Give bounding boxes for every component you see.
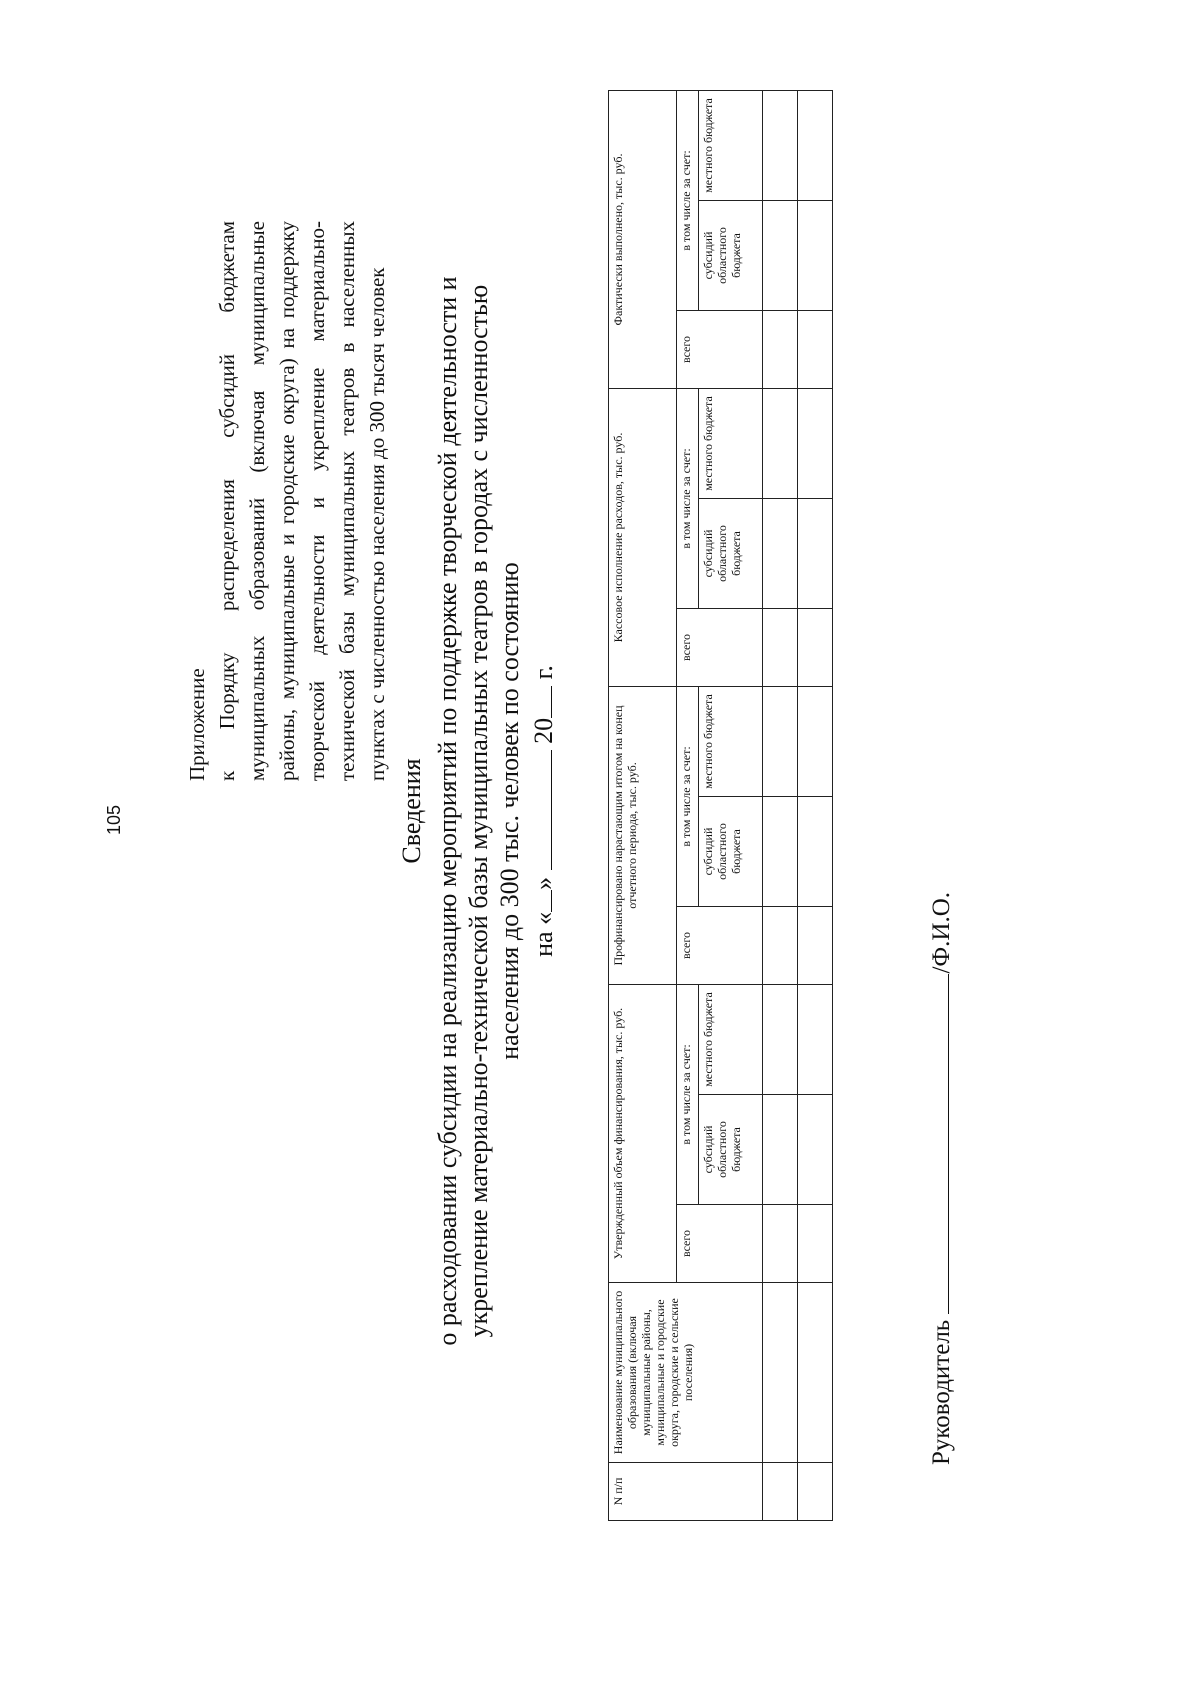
table-cell (798, 1205, 833, 1283)
table-cell (763, 797, 798, 907)
table-cell (798, 389, 833, 499)
page-number: 105 (104, 804, 124, 835)
table-cell (763, 1463, 798, 1521)
header-regional-subsidy: субсидий областного бюджета (699, 499, 763, 609)
header-including: в том числе за счет: (677, 91, 699, 311)
header-total: всего (677, 311, 763, 389)
table-cell (798, 201, 833, 311)
table-cell (798, 687, 833, 797)
header-total: всего (677, 609, 763, 687)
report-subtitle: о расходовании субсидии на реализацию мероприятий по поддержке творческой деятельности и укрепление материально-технической базы муниципальных театров в городах с численностью населения до 300 тыс. человек по состоянию (433, 276, 524, 1346)
date-day-blank (527, 890, 552, 912)
date-mid: » (529, 876, 558, 890)
date-year-blank (527, 686, 552, 718)
appendix-block (182, 221, 392, 781)
table-cell (798, 91, 833, 201)
report-heading: Сведения (397, 758, 426, 864)
date-month-blank (527, 750, 552, 870)
header-regional-subsidy: субсидий областного бюджета (699, 1095, 763, 1205)
table-cell (763, 1095, 798, 1205)
date-suffix: г. (529, 665, 558, 680)
signature-line (924, 265, 957, 1465)
table-cell (763, 1205, 798, 1283)
table-cell (763, 907, 798, 985)
table-cell (798, 797, 833, 907)
report-title-block (396, 241, 559, 1381)
table-cell (763, 311, 798, 389)
table-row (798, 91, 833, 1521)
header-regional-subsidy: субсидий областного бюджета (699, 797, 763, 907)
header-local-budget: местного бюджета (699, 985, 763, 1095)
signature-label: Руководитель (928, 1319, 955, 1465)
table-cell (763, 985, 798, 1095)
header-including: в том числе за счет: (677, 985, 699, 1205)
table-cell (763, 1283, 798, 1463)
table-cell (798, 1095, 833, 1205)
table-row (763, 91, 798, 1521)
report-table-wrap (608, 90, 833, 1521)
header-regional-subsidy: субсидий областного бюджета (699, 201, 763, 311)
table-cell (798, 311, 833, 389)
table-cell (763, 499, 798, 609)
header-including: в том числе за счет: (677, 389, 699, 609)
appendix-title: Приложение (185, 668, 209, 781)
signature-fio: /Ф.И.О. (928, 891, 955, 974)
report-table (608, 90, 833, 1521)
header-financed-cumulative: Профинансировано нарастающим итогом на конец отчетного периода, тыс. руб. (609, 687, 677, 985)
table-cell (798, 609, 833, 687)
table-cell (798, 1463, 833, 1521)
header-including: в том числе за счет: (677, 687, 699, 907)
table-cell (798, 985, 833, 1095)
table-cell (798, 907, 833, 985)
header-total: всего (677, 1205, 763, 1283)
table-cell (763, 201, 798, 311)
header-approved-funding: Утвержденный объем финансирования, тыс. руб. (609, 985, 677, 1283)
header-total: всего (677, 907, 763, 985)
table-cell (763, 609, 798, 687)
date-year-prefix: 20 (529, 717, 558, 744)
table-cell (763, 389, 798, 499)
table-cell (798, 1283, 833, 1463)
table-cell (763, 687, 798, 797)
table-cell (763, 91, 798, 201)
date-prefix: на « (529, 911, 558, 957)
table-cell (798, 499, 833, 609)
appendix-body: к Порядку распределения субсидий бюджетам муниципальных образований (включая муниципальные районы, муниципальные и городские округа) на поддержку творческой деятельности и укрепление материально-технической базы муниципальных театров в населенных пунктах с численностью населения до 300 тысяч человек (215, 221, 389, 781)
header-local-budget: местного бюджета (699, 389, 763, 499)
signature-blank (924, 974, 949, 1314)
header-number: N п/п (609, 1463, 763, 1521)
header-local-budget: местного бюджета (699, 91, 763, 201)
header-local-budget: местного бюджета (699, 687, 763, 797)
header-actually-done: Фактически выполнено, тыс. руб. (609, 91, 677, 389)
report-date-line (527, 241, 559, 1381)
header-cash-execution: Кассовое исполнение расходов, тыс. руб. (609, 389, 677, 687)
header-municipality-name: Наименование муниципального образования (включая муниципальные районы, муниципальные и городские округа, городские и сельские поселения) (609, 1283, 763, 1463)
